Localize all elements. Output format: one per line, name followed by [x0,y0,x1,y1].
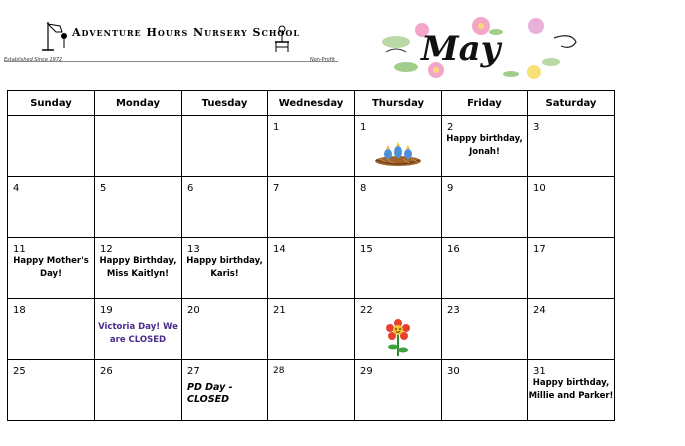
day-cell [442,116,528,177]
birds-nest-icon [373,140,423,168]
day-number: 20 [187,305,200,316]
day-number: 7 [273,183,280,194]
day-number: 24 [533,305,546,316]
day-cell [355,177,442,238]
day-number: 12 [100,244,113,255]
established-text: Established Since 1972 [4,57,63,63]
day-cell [8,116,95,177]
day-note: Happy Mother's Day! [13,256,89,279]
day-number: 4 [13,183,20,194]
day-number: 3 [533,122,540,133]
day-note: PD Day - CLOSED [187,382,233,405]
day-cell [442,360,528,421]
month-title: May [421,29,501,69]
week-row [8,299,615,360]
day-number: 1 [360,122,367,133]
day-cell [528,299,615,360]
day-header-wednesday: Wednesday [268,91,355,116]
week-row [8,238,615,299]
day-note: Happy Birthday, Miss Kaitlyn! [99,256,177,279]
day-header-monday: Monday [95,91,182,116]
day-number: 16 [447,244,460,255]
day-number: 29 [360,366,373,377]
kid-on-bench-icon [272,24,292,54]
day-cell [95,360,182,421]
day-number: 26 [100,366,113,377]
day-cell [528,238,615,299]
day-cell [95,116,182,177]
day-cell [355,299,442,360]
may-calendar-table [7,90,615,421]
day-number: 15 [360,244,373,255]
day-cell [442,177,528,238]
day-cell [355,238,442,299]
day-cell [355,360,442,421]
day-cell [268,299,355,360]
day-number: 23 [447,305,460,316]
day-header-tuesday: Tuesday [182,91,268,116]
day-number: 27 [187,366,200,377]
day-cell [442,238,528,299]
week-row [8,116,615,177]
may-month-artwork [376,12,582,84]
day-cell [268,177,355,238]
week-row [8,360,615,421]
page-header [0,0,685,90]
day-number: 28 [273,366,285,376]
day-number: 31 [533,366,546,377]
non-profit-text: Non-Profit [310,57,335,63]
day-cell [182,116,268,177]
day-cell [528,360,615,421]
day-note: Happy birthday, Millie and Parker! [528,378,614,401]
day-number: 10 [533,183,546,194]
day-number: 11 [13,244,26,255]
day-cell [8,238,95,299]
school-name: Adventure Hours Nursery School [72,26,300,39]
day-number: 18 [13,305,26,316]
day-cell [355,116,442,177]
day-cell [182,177,268,238]
day-cell [268,116,355,177]
day-cell [182,299,268,360]
day-number: 17 [533,244,546,255]
day-number: 8 [360,183,367,194]
day-number: 22 [360,305,373,316]
day-cell [442,299,528,360]
day-number: 19 [100,305,113,316]
day-note: Happy birthday, Karis! [186,256,263,279]
day-header-saturday: Saturday [528,91,615,116]
day-cell [528,116,615,177]
day-number: 1 [273,122,280,133]
day-number: 9 [447,183,454,194]
day-cell [95,299,182,360]
day-cell [8,360,95,421]
day-number: 30 [447,366,460,377]
day-number: 2 [447,122,454,133]
lamp-post-icon [40,20,70,52]
day-number: 25 [13,366,26,377]
weekday-header-row [8,91,615,116]
day-number: 21 [273,305,286,316]
day-note: Happy birthday, Jonah! [446,134,523,157]
day-cell [268,238,355,299]
day-cell [8,177,95,238]
day-number: 5 [100,183,107,194]
day-cell [95,177,182,238]
day-cell [268,360,355,421]
day-note: Victoria Day! We are CLOSED [98,322,178,345]
day-header-sunday: Sunday [8,91,95,116]
day-cell [528,177,615,238]
day-cell [8,299,95,360]
week-row [8,177,615,238]
day-cell [182,238,268,299]
day-header-friday: Friday [442,91,528,116]
day-cell [95,238,182,299]
day-number: 6 [187,183,194,194]
day-number: 14 [273,244,286,255]
flower-icon [385,319,411,357]
day-header-thursday: Thursday [355,91,442,116]
day-cell [182,360,268,421]
day-number: 13 [187,244,200,255]
